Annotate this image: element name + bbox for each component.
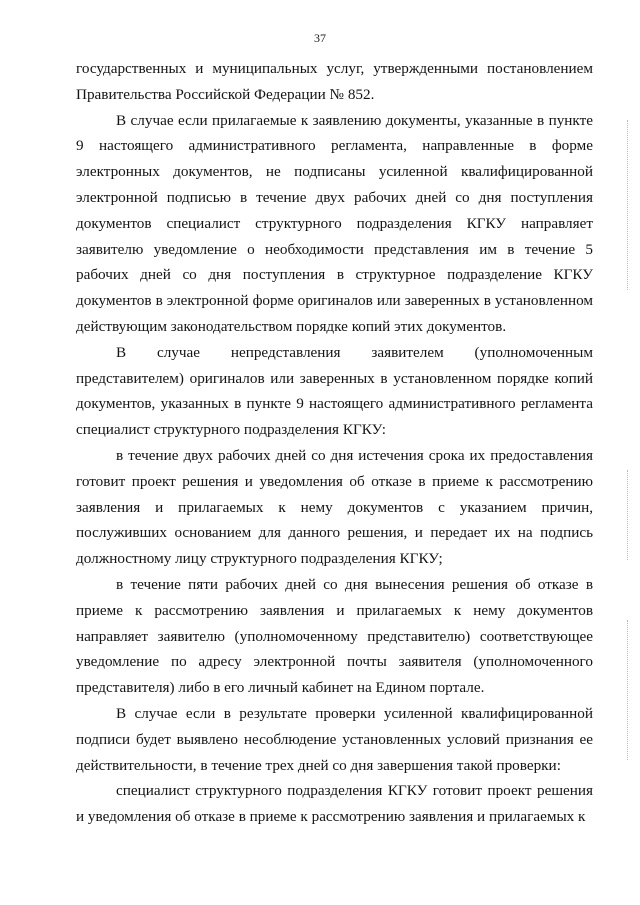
paragraph-prepare-refusal: в течение двух рабочих дней со дня истечения срока их предоставления готовит проект решения и уведомления об отказе в приеме к рассмотрению заявления и прилагаемых к нему документов с указанием причин, послуживших основанием для данного решения, и передает их на подпись должностному лицу структурного подразделения КГКУ; <box>76 446 593 568</box>
page-number: 37 <box>314 31 326 45</box>
paragraph-non-submission: В случае непредставления заявителем (уполномоченным представителем) оригиналов или заверенных в установленном порядке копий документов, указанных в пункте 9 настоящего административного регламента специалист структурного подразделения КГКУ: <box>76 343 593 439</box>
scan-edge-mark <box>627 470 629 560</box>
paragraph-signature-check: В случае если в результате проверки усиленной квалифицированной подписи будет выявлено несоблюдение установленных условий признания ее действительности, в течение трех дней со дня завершения такой проверки: <box>76 704 593 774</box>
document-body <box>76 56 593 830</box>
scan-edge-mark <box>627 620 629 760</box>
paragraph-unsigned-documents: В случае если прилагаемые к заявлению документы, указанные в пункте 9 настоящего административного регламента, направленные в форме электронных документов, не подписаны усиленной квалифицированной электронной подписью в течение двух рабочих дней со дня поступления документов специалист структурного подразделения КГКУ направляет заявителю уведомление о необходимости представления им в течение 5 рабочих дней со дня поступления в структурное подразделение КГКУ документов в электронной форме оригиналов или заверенных в установленном действующим законодательством порядке копий этих документов. <box>76 111 593 335</box>
paragraph-continuation: государственных и муниципальных услуг, утвержденными постановлением Правительства Российской Федерации № 852. <box>76 60 593 103</box>
paragraph-specialist-action: специалист структурного подразделения КГКУ готовит проект решения и уведомления об отказе в приеме к рассмотрению заявления и прилагаемых к <box>76 782 593 826</box>
scan-edge-mark <box>627 120 629 290</box>
paragraph-send-notification: в течение пяти рабочих дней со дня вынесения решения об отказе в приеме к рассмотрению заявления и прилагаемых к нему документов направляет заявителю (уполномоченному представителю) соответствующее уведомление по адресу электронной почты заявителя (уполномоченного представителя) либо в его личный кабинет на Едином портале. <box>76 575 593 697</box>
